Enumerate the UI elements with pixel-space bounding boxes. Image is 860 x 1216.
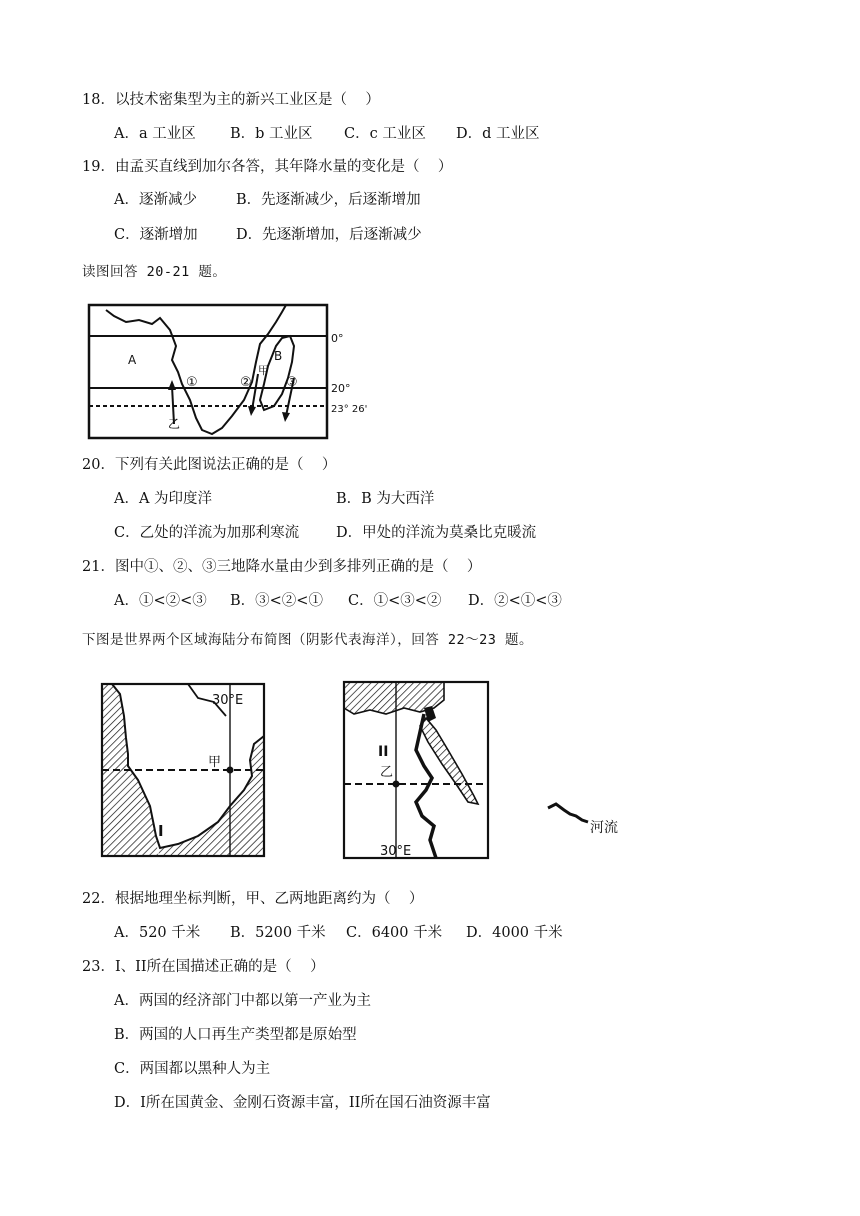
label-yi: 乙 bbox=[168, 417, 181, 431]
q18-option-a: A．a 工业区 bbox=[114, 126, 196, 142]
label-30e: 30°E bbox=[212, 693, 244, 708]
map-frame bbox=[89, 305, 327, 438]
q19-option-d: D．先逐渐增加，后逐渐减少 bbox=[236, 227, 422, 243]
river-icon bbox=[548, 804, 588, 822]
q21-option-c: C．①<③<② bbox=[348, 593, 442, 609]
label-b: B bbox=[274, 349, 283, 363]
q23-option-b: B．两国的人口再生产类型都是原始型 bbox=[114, 1027, 357, 1043]
point-yi bbox=[393, 781, 400, 788]
q19-stem: 19．由孟买直线到加尔各答，其年降水量的变化是（ ） bbox=[82, 159, 453, 175]
q21-option-d: D．②<①<③ bbox=[468, 593, 562, 609]
q18-stem: 18．以技术密集型为主的新兴工业区是（ ） bbox=[82, 92, 380, 108]
southern-africa-map bbox=[98, 680, 268, 860]
q19-option-c: C．逐渐增加 bbox=[114, 227, 198, 243]
africa-currents-map bbox=[84, 300, 368, 445]
red-sea bbox=[420, 718, 478, 804]
label-30e: 30°E bbox=[380, 844, 412, 859]
label-roman-2: II bbox=[378, 744, 389, 760]
q22-option-a: A．520 千米 bbox=[114, 925, 201, 941]
q20-option-c: C．乙处的洋流为加那利寒流 bbox=[114, 525, 300, 541]
label-roman-1: I bbox=[158, 822, 164, 840]
q22-option-c: C．6400 千米 bbox=[346, 925, 443, 941]
q21-option-a: A．①<②<③ bbox=[114, 593, 207, 609]
legend-river-label: 河流 bbox=[590, 820, 618, 836]
label-a: A bbox=[128, 353, 137, 367]
nile-region-map bbox=[340, 678, 492, 862]
q20-option-b: B．B 为大西洋 bbox=[336, 491, 435, 507]
q23-option-c: C．两国都以黑种人为主 bbox=[114, 1061, 271, 1077]
label-jia: 甲 bbox=[258, 364, 269, 377]
q21-option-b: B．③<②<① bbox=[230, 593, 323, 609]
q22-stem: 22．根据地理坐标判断，甲、乙两地距离约为（ ） bbox=[82, 891, 424, 907]
ocean-east bbox=[158, 736, 264, 856]
q18-option-d: D．d 工业区 bbox=[456, 126, 540, 142]
q23-option-d: D．I所在国黄金、金刚石资源丰富，II所在国石油资源丰富 bbox=[114, 1095, 491, 1111]
q21-stem: 21．图中①、②、③三地降水量由少到多排列正确的是（ ） bbox=[82, 559, 482, 575]
q19-option-b: B．先逐渐减少，后逐渐增加 bbox=[236, 192, 421, 208]
q23-option-a: A．两国的经济部门中都以第一产业为主 bbox=[114, 993, 371, 1009]
q20-option-d: D．甲处的洋流为莫桑比克暖流 bbox=[336, 525, 537, 541]
current-yi-arrowhead bbox=[168, 380, 176, 390]
intro-22-23: 下图是世界两个区域海陆分布简图（阴影代表海洋），回答 22～23 题。 bbox=[82, 632, 534, 648]
point-jia bbox=[227, 767, 234, 774]
label-lat-20: 20° bbox=[331, 382, 351, 395]
q20-option-a: A．A 为印度洋 bbox=[114, 491, 213, 507]
label-site-3: ③ bbox=[286, 375, 298, 390]
q19-option-a: A．逐渐减少 bbox=[114, 192, 197, 208]
current-jia-arrowhead bbox=[248, 406, 256, 416]
current-3-arrowhead bbox=[282, 412, 290, 422]
q23-stem: 23．I、II所在国描述正确的是（ ） bbox=[82, 959, 325, 975]
legend-river bbox=[546, 800, 636, 840]
label-yi: 乙 bbox=[380, 765, 394, 780]
q22-option-b: B．5200 千米 bbox=[230, 925, 326, 941]
label-site-2: ② bbox=[240, 375, 252, 390]
intro-20-21: 读图回答 20-21 题。 bbox=[82, 264, 227, 280]
q18-option-c: C．c 工业区 bbox=[344, 126, 426, 142]
label-lat-0: 0° bbox=[331, 332, 344, 345]
q18-option-b: B．b 工业区 bbox=[230, 126, 313, 142]
label-lat-23: 23° 26' bbox=[331, 404, 368, 415]
label-site-1: ① bbox=[186, 375, 198, 390]
label-jia: 甲 bbox=[208, 755, 222, 770]
q22-option-d: D．4000 千米 bbox=[466, 925, 563, 941]
q20-stem: 20．下列有关此图说法正确的是（ ） bbox=[82, 457, 337, 473]
